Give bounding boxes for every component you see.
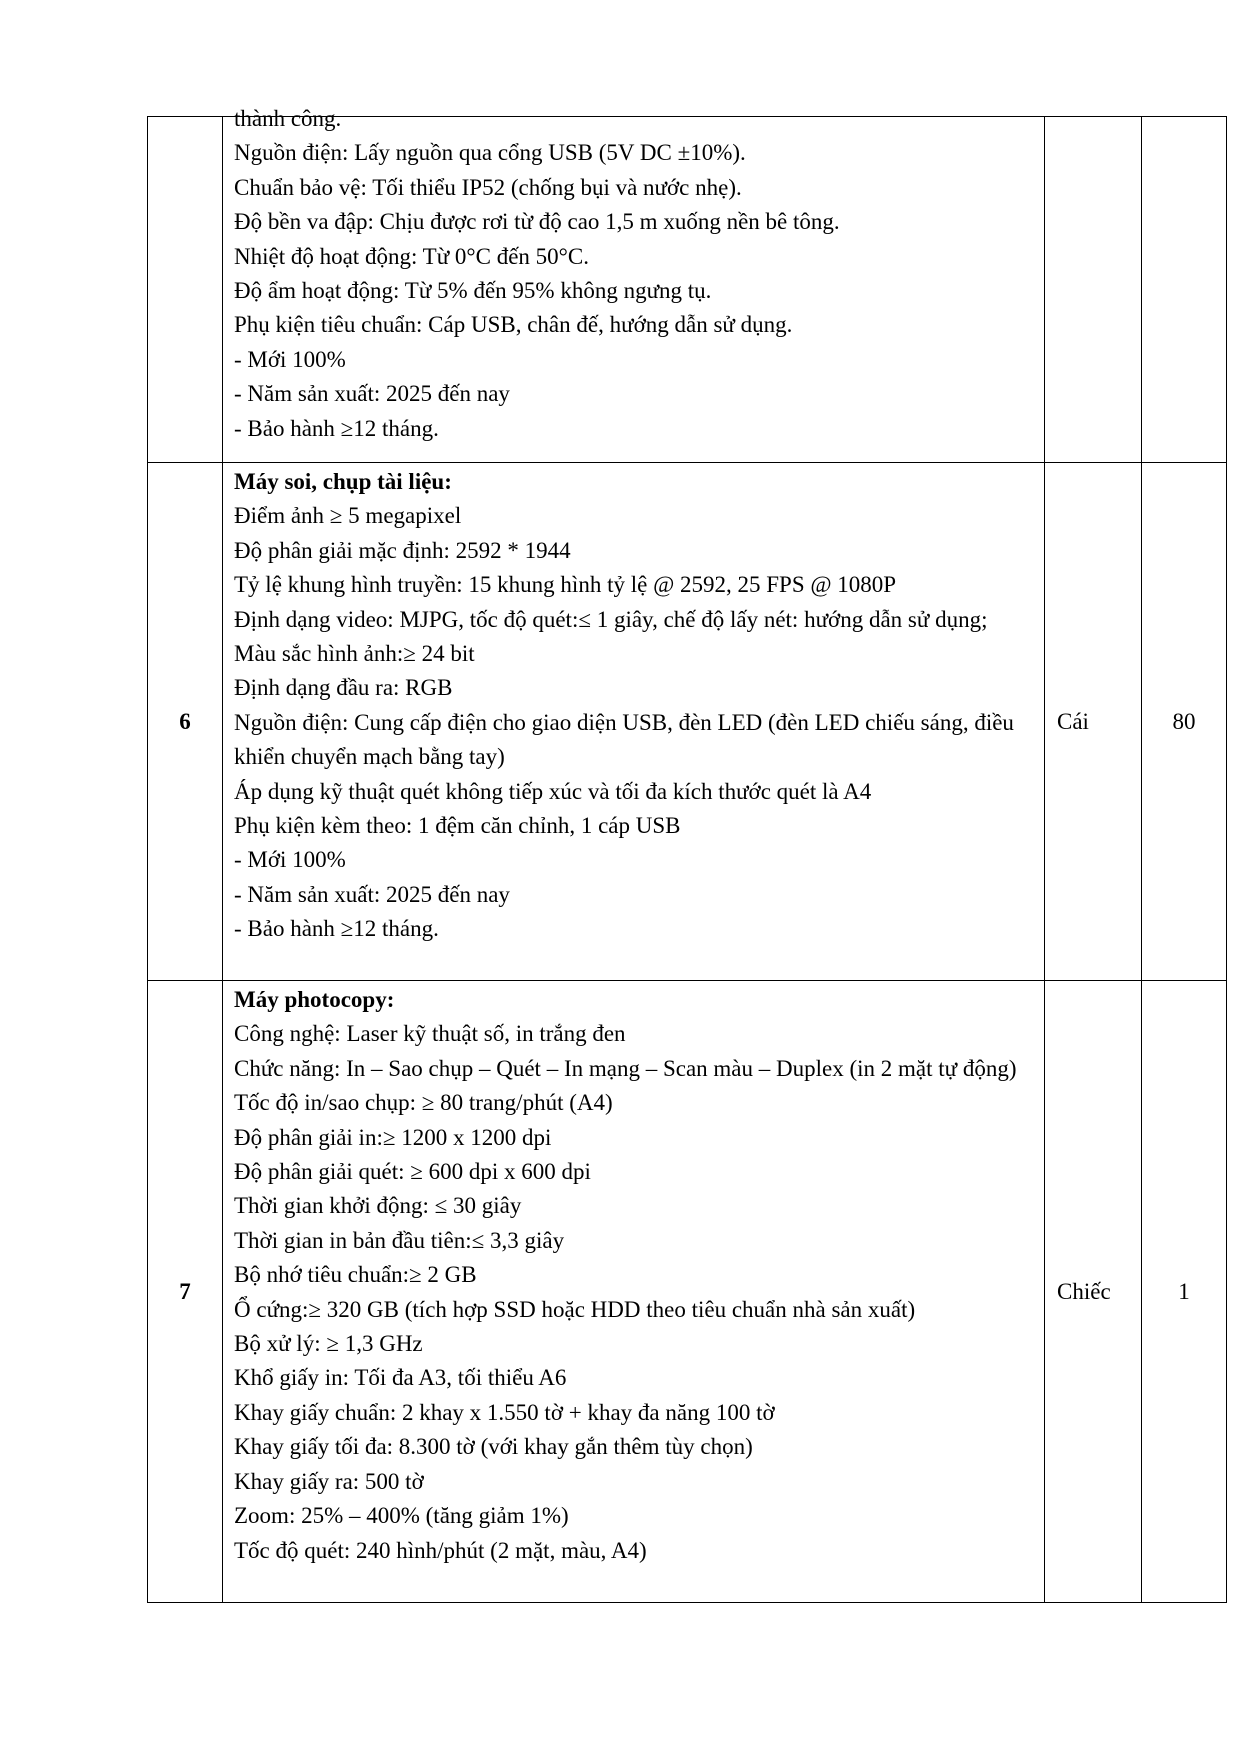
spec-line: Nguồn điện: Cung cấp điện cho giao diện USB, đèn LED (đèn LED chiếu sáng, điều khiển chuyển mạch bằng tay)	[234, 709, 1014, 770]
quantity-cell	[1142, 117, 1227, 463]
spec-line: Chuẩn bảo vệ: Tối thiểu IP52 (chống bụi và nước nhẹ).	[234, 174, 742, 200]
spec-line: Áp dụng kỹ thuật quét không tiếp xúc và tối đa kích thước quét là A4	[234, 778, 872, 804]
spec-line: Khổ giấy in: Tối đa A3, tối thiểu A6	[234, 1365, 567, 1391]
item-title: Máy photocopy:	[234, 987, 395, 1012]
spec-line: Màu sắc hình ảnh:≥ 24 bit	[234, 641, 475, 667]
spec-description-cell	[223, 981, 1045, 1603]
spec-line: - Mới 100%	[234, 346, 346, 372]
spec-line: Điểm ảnh ≥ 5 megapixel	[234, 503, 462, 529]
spec-line: Ổ cứng:≥ 320 GB (tích hợp SSD hoặc HDD theo tiêu chuẩn nhà sản xuất)	[234, 1296, 916, 1322]
spec-line: Định dạng video: MJPG, tốc độ quét:≤ 1 giây, chế độ lấy nét: hướng dẫn sử dụng;	[234, 606, 988, 632]
spec-line: Độ phân giải quét: ≥ 600 dpi x 600 dpi	[234, 1159, 591, 1185]
item-title: Máy soi, chụp tài liệu:	[234, 469, 452, 494]
spec-line: Tốc độ in/sao chụp: ≥ 80 trang/phút (A4)	[234, 1090, 613, 1116]
spec-line: Tỷ lệ khung hình truyền: 15 khung hình tỷ lệ @ 2592, 25 FPS @ 1080P	[234, 572, 897, 598]
spec-line: Tốc độ quét: 240 hình/phút (2 mặt, màu, A4)	[234, 1537, 647, 1563]
spec-line: Phụ kiện tiêu chuẩn: Cáp USB, chân đế, hướng dẫn sử dụng.	[234, 312, 793, 338]
table-row	[148, 117, 1227, 463]
spec-line: Bộ xử lý: ≥ 1,3 GHz	[234, 1331, 423, 1357]
spec-line: Phụ kiện kèm theo: 1 đệm căn chỉnh, 1 cáp USB	[234, 813, 681, 839]
spec-line: thành công.	[234, 106, 342, 131]
spec-line: - Năm sản xuất: 2025 đến nay	[234, 381, 510, 407]
spec-description-cell	[223, 463, 1045, 981]
spec-line: - Mới 100%	[234, 847, 346, 873]
spec-line: Zoom: 25% – 400% (tăng giảm 1%)	[234, 1503, 569, 1529]
spec-line: Công nghệ: Laser kỹ thuật số, in trắng đen	[234, 1021, 626, 1047]
spec-line: Khay giấy chuẩn: 2 khay x 1.550 tờ + khay đa năng 100 tờ	[234, 1399, 775, 1425]
table-row	[148, 463, 1227, 981]
spec-line: Khay giấy ra: 500 tờ	[234, 1468, 424, 1494]
spec-line: Độ phân giải in:≥ 1200 x 1200 dpi	[234, 1124, 552, 1150]
spec-line: Khay giấy tối đa: 8.300 tờ (với khay gắn thêm tùy chọn)	[234, 1434, 753, 1460]
table-row	[148, 981, 1227, 1603]
spec-line: - Bảo hành ≥12 tháng.	[234, 916, 439, 942]
spec-line: Bộ nhớ tiêu chuẩn:≥ 2 GB	[234, 1262, 477, 1288]
spec-line: Độ ẩm hoạt động: Từ 5% đến 95% không ngưng tụ.	[234, 278, 712, 304]
spec-line: Độ phân giải mặc định: 2592 * 1944	[234, 537, 571, 563]
row-number-cell: 7	[148, 981, 223, 1603]
unit-cell: Chiếc	[1045, 981, 1142, 1603]
spec-line: Nhiệt độ hoạt động: Từ 0°C đến 50°C.	[234, 243, 589, 269]
spec-description-cell	[223, 106, 1045, 463]
spec-line: - Năm sản xuất: 2025 đến nay	[234, 881, 510, 907]
spec-line: Thời gian in bản đầu tiên:≤ 3,3 giây	[234, 1227, 565, 1253]
row-number-cell	[148, 117, 223, 463]
spec-line: - Bảo hành ≥12 tháng.	[234, 415, 439, 441]
spec-line: Nguồn điện: Lấy nguồn qua cổng USB (5V DC ±10%).	[234, 140, 746, 166]
spec-line: Định dạng đầu ra: RGB	[234, 675, 453, 701]
unit-cell	[1045, 117, 1142, 463]
spec-line: Thời gian khởi động: ≤ 30 giây	[234, 1193, 522, 1219]
spec-line: Độ bền va đập: Chịu được rơi từ độ cao 1,5 m xuống nền bê tông.	[234, 209, 840, 235]
spec-line: Chức năng: In – Sao chụp – Quét – In mạng – Scan màu – Duplex (in 2 mặt tự động)	[234, 1055, 1017, 1081]
equipment-spec-table	[147, 106, 1227, 1603]
quantity-cell: 1	[1142, 981, 1227, 1603]
row-number-cell: 6	[148, 463, 223, 981]
quantity-cell: 80	[1142, 463, 1227, 981]
unit-cell: Cái	[1045, 463, 1142, 981]
